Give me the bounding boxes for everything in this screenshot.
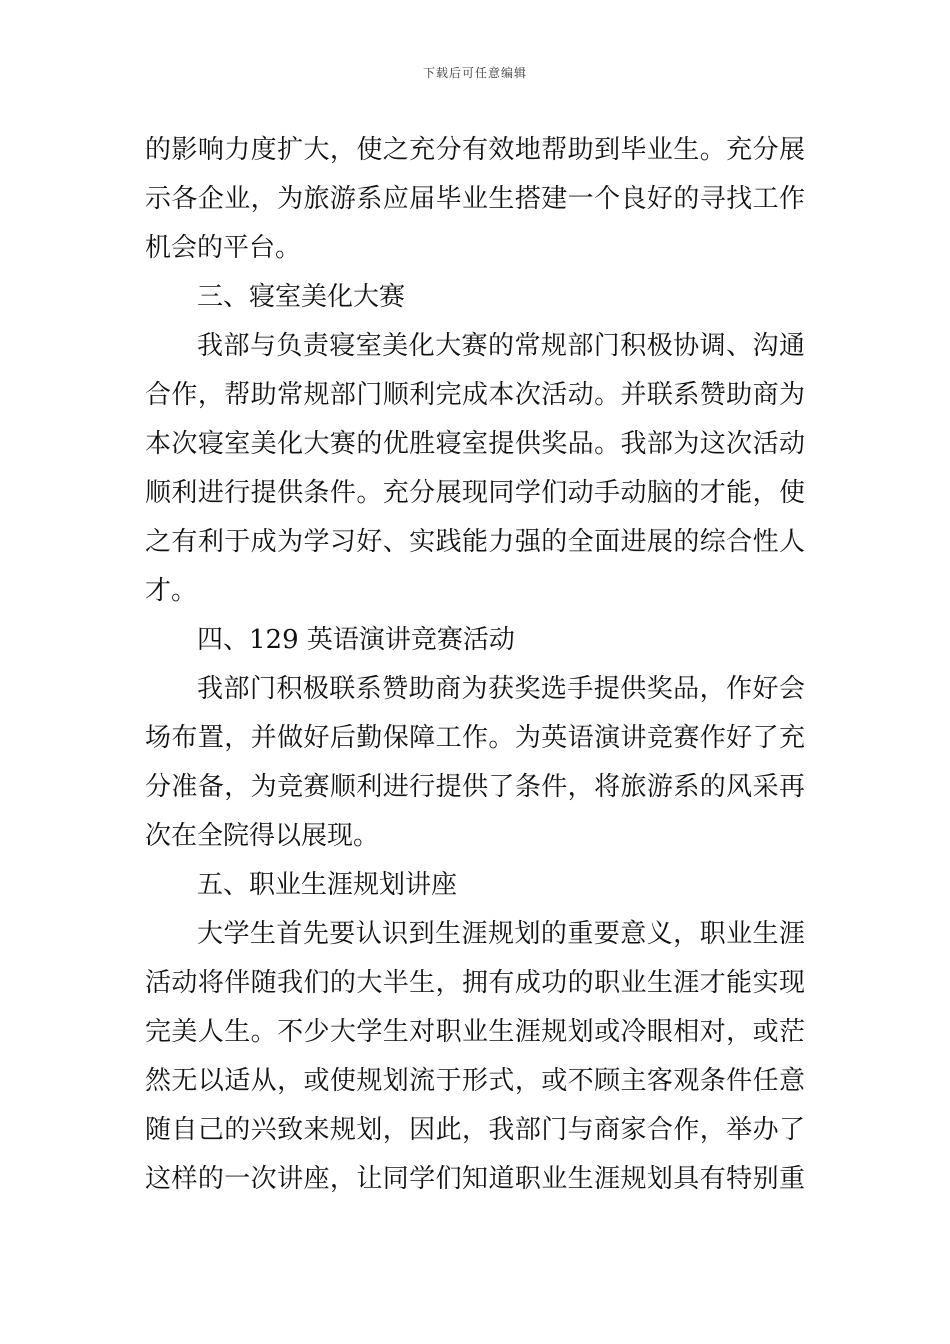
text-line: 之有利于成为学习好、实践能力强的全面进展的综合性人 bbox=[145, 527, 805, 557]
text-line: 五、职业生涯规划讲座 bbox=[197, 870, 458, 900]
text-line: 示各企业，为旅游系应届毕业生搭建一个良好的寻找工作 bbox=[145, 184, 805, 214]
text-line: 四、129 英语演讲竞赛活动 bbox=[197, 625, 515, 655]
text-line: 活动将伴随我们的大半生，拥有成功的职业生涯才能实现 bbox=[145, 968, 805, 998]
text-line: 我部门积极联系赞助商为获奖选手提供奖品，作好会 bbox=[197, 674, 805, 704]
text-line: 分准备，为竞赛顺利进行提供了条件，将旅游系的风采再 bbox=[145, 772, 805, 802]
text-line: 的影响力度扩大，使之充分有效地帮助到毕业生。充分展 bbox=[145, 135, 805, 165]
text-line: 随自己的兴致来规划，因此，我部门与商家合作，举办了 bbox=[145, 1115, 805, 1145]
text-line: 顺利进行提供条件。充分展现同学们动手动脑的才能，使 bbox=[145, 478, 805, 508]
page-header: 下载后可任意编辑 bbox=[422, 66, 527, 80]
text-line: 机会的平台。 bbox=[145, 233, 302, 263]
text-line: 合作，帮助常规部门顺利完成本次活动。并联系赞助商为 bbox=[145, 380, 805, 410]
text-line: 三、寝室美化大赛 bbox=[197, 282, 406, 312]
text-line: 本次寝室美化大赛的优胜寝室提供奖品。我部为这次活动 bbox=[145, 429, 805, 459]
text-line: 我部与负责寝室美化大赛的常规部门积极协调、沟通 bbox=[197, 331, 805, 361]
text-line: 场布置，并做好后勤保障工作。为英语演讲竞赛作好了充 bbox=[145, 723, 805, 753]
text-line: 大学生首先要认识到生涯规划的重要意义，职业生涯 bbox=[197, 919, 805, 949]
document-body bbox=[145, 126, 805, 1204]
text-line: 次在全院得以展现。 bbox=[145, 821, 380, 851]
text-line: 完美人生。不少大学生对职业生涯规划或冷眼相对，或茫 bbox=[145, 1017, 805, 1047]
text-line: 这样的一次讲座，让同学们知道职业生涯规划具有特别重 bbox=[145, 1164, 805, 1194]
text-line: 然无以适从，或使规划流于形式，或不顾主客观条件任意 bbox=[145, 1066, 805, 1096]
text-line: 才。 bbox=[145, 576, 198, 606]
